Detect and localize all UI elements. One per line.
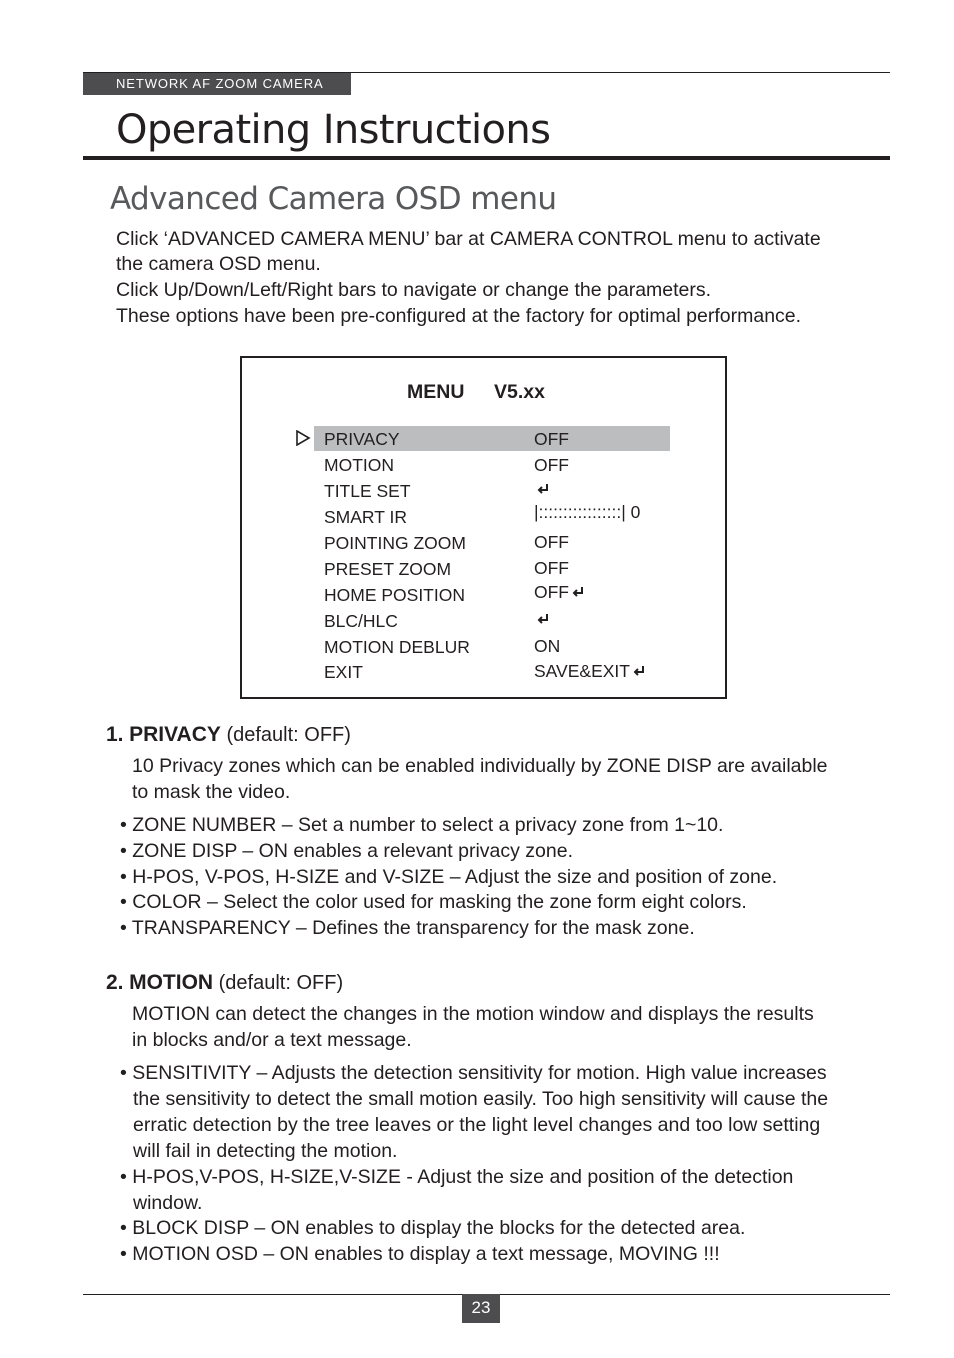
osd-value-preset-zoom: OFF: [534, 558, 569, 578]
osd-label-smart-ir: SMART IR: [324, 507, 407, 527]
enter-icon: [536, 482, 550, 496]
osd-menu-box: [240, 356, 727, 699]
privacy-name: PRIVACY: [129, 723, 221, 746]
privacy-bullet: • ZONE NUMBER – Set a number to select a privacy zone from 1~10.: [120, 814, 724, 836]
osd-label-home-position: HOME POSITION: [324, 585, 465, 605]
motion-bullet-block-disp: • BLOCK DISP – ON enables to display the blocks for the detected area.: [120, 1217, 746, 1239]
osd-value-motion: OFF: [534, 455, 569, 475]
osd-version: V5.xx: [494, 381, 545, 403]
privacy-bullet: • COLOR – Select the color used for masking the zone form eight colors.: [120, 891, 747, 913]
motion-desc-line: in blocks and/or a text message.: [132, 1029, 412, 1051]
privacy-desc-line: to mask the video.: [132, 781, 291, 803]
enter-icon: [632, 664, 646, 678]
page-number: 23: [462, 1294, 500, 1323]
privacy-default: (default: OFF): [226, 724, 351, 746]
page-title: Operating Instructions: [116, 107, 551, 153]
intro-line: These options have been pre-configured at the factory for optimal performance.: [116, 305, 802, 327]
section-title: Advanced Camera OSD menu: [110, 181, 557, 217]
osd-value-home-position: [534, 581, 585, 603]
motion-bullet-hpos: • H-POS,V-POS, H-SIZE,V-SIZE - Adjust the size and position of the detection: [120, 1166, 794, 1188]
osd-label-title-set: TITLE SET: [324, 481, 411, 501]
privacy-desc-line: 10 Privacy zones which can be enabled individually by ZONE DISP are available: [132, 755, 828, 777]
motion-heading: [106, 970, 343, 996]
osd-value-exit: [534, 660, 646, 682]
motion-bullet-hpos-cont: window.: [133, 1192, 203, 1214]
osd-value-pointing-zoom: OFF: [534, 532, 569, 552]
privacy-number: 1.: [106, 723, 124, 746]
motion-bullet-sensitivity-cont: will fail in detecting the motion.: [133, 1140, 398, 1162]
osd-value-blc-hlc: [534, 608, 550, 630]
motion-bullet-sensitivity: • SENSITIVITY – Adjusts the detection sensitivity for motion. High value increases: [120, 1062, 827, 1084]
motion-bullet-motion-osd: • MOTION OSD – ON enables to display a text message, MOVING !!!: [120, 1243, 720, 1265]
osd-value-smart-ir: |:::::::::::::::::| 0: [534, 502, 641, 522]
product-tag: NETWORK AF ZOOM CAMERA: [83, 73, 351, 95]
intro-line: the camera OSD menu.: [116, 253, 321, 275]
osd-title: MENU: [407, 381, 465, 403]
osd-label-preset-zoom: PRESET ZOOM: [324, 559, 452, 579]
osd-label-exit: EXIT: [324, 662, 363, 682]
enter-icon: [536, 612, 550, 626]
osd-value-motion-deblur: ON: [534, 636, 561, 656]
motion-name: MOTION: [129, 971, 214, 994]
osd-label-pointing-zoom: POINTING ZOOM: [324, 533, 466, 553]
osd-value-title-set: [534, 478, 550, 500]
motion-bullet-sensitivity-cont: erratic detection by the tree leaves or the light level changes and too low setting: [133, 1114, 821, 1136]
privacy-heading: [106, 722, 351, 748]
privacy-bullet: • ZONE DISP – ON enables a relevant privacy zone.: [120, 840, 574, 862]
osd-value-privacy: OFF: [534, 429, 569, 449]
osd-label-blc-hlc: BLC/HLC: [324, 611, 398, 631]
privacy-bullet: • H-POS, V-POS, H-SIZE and V-SIZE – Adjust the size and position of zone.: [120, 866, 778, 888]
title-rule: [83, 156, 890, 160]
motion-bullet-sensitivity-cont: the sensitivity to detect the small motion easily. Too high sensitivity will cause the: [133, 1088, 829, 1110]
osd-value-home-position-text: OFF: [534, 582, 569, 602]
intro-line: Click Up/Down/Left/Right bars to navigate or change the parameters.: [116, 279, 712, 301]
privacy-bullet: • TRANSPARENCY – Defines the transparency for the mask zone.: [120, 917, 695, 939]
osd-label-privacy: PRIVACY: [324, 429, 400, 449]
motion-number: 2.: [106, 971, 124, 994]
motion-default: (default: OFF): [218, 972, 344, 994]
motion-desc-line: MOTION can detect the changes in the motion window and displays the results: [132, 1003, 814, 1025]
intro-line: Click ‘ADVANCED CAMERA MENU’ bar at CAMERA CONTROL menu to activate: [116, 228, 821, 250]
cursor-arrow-icon: [295, 430, 311, 446]
osd-label-motion: MOTION: [324, 455, 394, 475]
osd-value-exit-text: SAVE&EXIT: [534, 661, 630, 681]
osd-label-motion-deblur: MOTION DEBLUR: [324, 637, 470, 657]
enter-icon: [571, 585, 585, 599]
